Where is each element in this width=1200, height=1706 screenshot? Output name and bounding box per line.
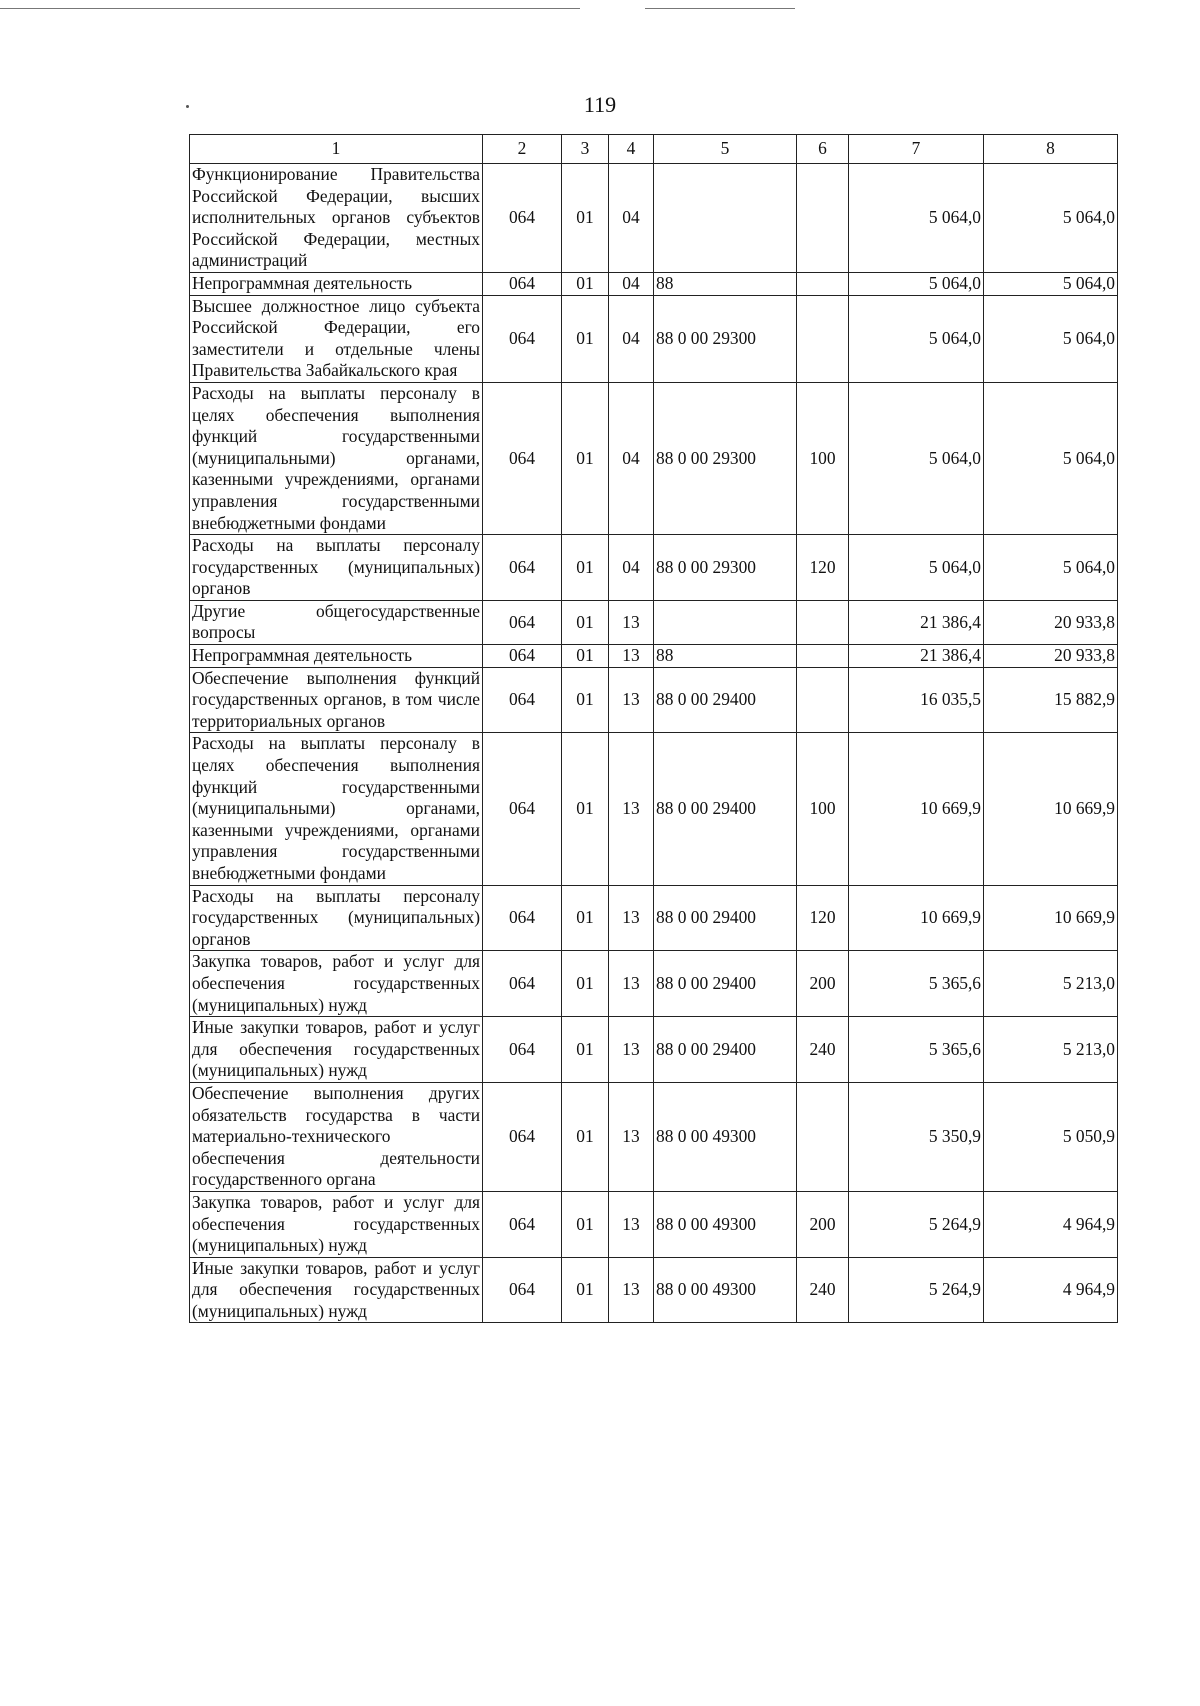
cell-amount-1: 5 064,0 xyxy=(849,272,984,295)
table-row xyxy=(190,885,1118,951)
cell-tselevaya-statya: 88 0 00 29300 xyxy=(654,382,797,534)
cell-amount-1: 5 365,6 xyxy=(849,951,984,1017)
cell-amount-2: 20 933,8 xyxy=(984,645,1118,668)
cell-name: Расходы на выплаты персоналу в целях обеспечения выполнения функций государственными (муниципальными) органами, казенными учреждениями, органами управления государственными внебюджетными фондами xyxy=(190,382,483,534)
cell-tselevaya-statya: 88 0 00 29400 xyxy=(654,733,797,885)
column-header-5: 5 xyxy=(654,135,797,164)
cell-vid-raskhodov: 200 xyxy=(797,951,849,1017)
cell-amount-2: 4 964,9 xyxy=(984,1257,1118,1323)
cell-tselevaya-statya: 88 xyxy=(654,272,797,295)
column-header-8: 8 xyxy=(984,135,1118,164)
cell-razdel: 01 xyxy=(562,1017,609,1083)
cell-podrazdel: 04 xyxy=(609,535,654,601)
cell-vedomstvo: 064 xyxy=(483,1257,562,1323)
cell-podrazdel: 13 xyxy=(609,1082,654,1191)
table-row xyxy=(190,667,1118,733)
page-number: 119 xyxy=(583,92,617,117)
cell-vedomstvo: 064 xyxy=(483,535,562,601)
cell-vedomstvo: 064 xyxy=(483,733,562,885)
cell-vid-raskhodov xyxy=(797,600,849,644)
cell-podrazdel: 13 xyxy=(609,1191,654,1257)
cell-vid-raskhodov: 120 xyxy=(797,535,849,601)
cell-vedomstvo: 064 xyxy=(483,272,562,295)
cell-name: Непрограммная деятельность xyxy=(190,272,483,295)
table-row xyxy=(190,295,1118,382)
cell-amount-1: 5 064,0 xyxy=(849,295,984,382)
column-header-7: 7 xyxy=(849,135,984,164)
cell-vedomstvo: 064 xyxy=(483,885,562,951)
cell-vedomstvo: 064 xyxy=(483,164,562,273)
table-row xyxy=(190,164,1118,273)
cell-amount-1: 5 064,0 xyxy=(849,164,984,273)
cell-amount-1: 5 064,0 xyxy=(849,382,984,534)
table-row xyxy=(190,535,1118,601)
cell-tselevaya-statya: 88 xyxy=(654,645,797,668)
cell-razdel: 01 xyxy=(562,1082,609,1191)
cell-amount-1: 5 264,9 xyxy=(849,1257,984,1323)
cell-amount-1: 21 386,4 xyxy=(849,600,984,644)
cell-razdel: 01 xyxy=(562,885,609,951)
cell-tselevaya-statya: 88 0 00 49300 xyxy=(654,1257,797,1323)
table-row xyxy=(190,1257,1118,1323)
cell-vid-raskhodov: 100 xyxy=(797,733,849,885)
cell-podrazdel: 13 xyxy=(609,1257,654,1323)
cell-vid-raskhodov xyxy=(797,645,849,668)
cell-vedomstvo: 064 xyxy=(483,645,562,668)
cell-amount-2: 5 064,0 xyxy=(984,164,1118,273)
cell-name: Расходы на выплаты персоналу в целях обеспечения выполнения функций государственными (муниципальными) органами, казенными учреждениями, органами управления государственными внебюджетными фондами xyxy=(190,733,483,885)
cell-tselevaya-statya: 88 0 00 29300 xyxy=(654,295,797,382)
cell-tselevaya-statya xyxy=(654,164,797,273)
cell-podrazdel: 04 xyxy=(609,295,654,382)
budget-table xyxy=(189,134,1118,1323)
cell-razdel: 01 xyxy=(562,272,609,295)
cell-podrazdel: 13 xyxy=(609,1017,654,1083)
cell-vid-raskhodov xyxy=(797,272,849,295)
column-header-3: 3 xyxy=(562,135,609,164)
cell-podrazdel: 13 xyxy=(609,600,654,644)
cell-amount-2: 10 669,9 xyxy=(984,885,1118,951)
cell-tselevaya-statya: 88 0 00 49300 xyxy=(654,1191,797,1257)
table-body xyxy=(190,164,1118,1323)
cell-amount-1: 5 365,6 xyxy=(849,1017,984,1083)
cell-name: Высшее должностное лицо субъекта Российской Федерации, его заместители и отдельные члены Правительства Забайкальского края xyxy=(190,295,483,382)
cell-vedomstvo: 064 xyxy=(483,951,562,1017)
cell-razdel: 01 xyxy=(562,382,609,534)
cell-tselevaya-statya xyxy=(654,600,797,644)
header-row xyxy=(190,135,1118,164)
cell-razdel: 01 xyxy=(562,951,609,1017)
cell-podrazdel: 13 xyxy=(609,733,654,885)
cell-name: Закупка товаров, работ и услуг для обеспечения государственных (муниципальных) нужд xyxy=(190,1191,483,1257)
cell-vid-raskhodov xyxy=(797,667,849,733)
scan-edge-line xyxy=(0,8,580,9)
scan-edge-line xyxy=(645,8,795,9)
cell-name: Обеспечение выполнения других обязательств государства в части материально-технического обеспечения деятельности государственного органа xyxy=(190,1082,483,1191)
cell-podrazdel: 04 xyxy=(609,272,654,295)
cell-amount-2: 5 064,0 xyxy=(984,535,1118,601)
cell-vid-raskhodov xyxy=(797,1082,849,1191)
table-row xyxy=(190,272,1118,295)
cell-vedomstvo: 064 xyxy=(483,382,562,534)
cell-amount-2: 5 064,0 xyxy=(984,272,1118,295)
cell-vedomstvo: 064 xyxy=(483,1082,562,1191)
cell-razdel: 01 xyxy=(562,1191,609,1257)
cell-name: Расходы на выплаты персоналу государственных (муниципальных) органов xyxy=(190,535,483,601)
table-row xyxy=(190,600,1118,644)
cell-amount-1: 10 669,9 xyxy=(849,885,984,951)
cell-razdel: 01 xyxy=(562,645,609,668)
cell-vid-raskhodov xyxy=(797,164,849,273)
cell-razdel: 01 xyxy=(562,600,609,644)
table-row xyxy=(190,1017,1118,1083)
cell-vid-raskhodov: 240 xyxy=(797,1257,849,1323)
column-header-2: 2 xyxy=(483,135,562,164)
cell-tselevaya-statya: 88 0 00 29400 xyxy=(654,951,797,1017)
cell-amount-2: 20 933,8 xyxy=(984,600,1118,644)
cell-amount-2: 4 964,9 xyxy=(984,1191,1118,1257)
cell-vedomstvo: 064 xyxy=(483,600,562,644)
cell-vid-raskhodov: 240 xyxy=(797,1017,849,1083)
cell-vid-raskhodov xyxy=(797,295,849,382)
cell-amount-2: 15 882,9 xyxy=(984,667,1118,733)
cell-vid-raskhodov: 100 xyxy=(797,382,849,534)
table-row xyxy=(190,1191,1118,1257)
cell-amount-2: 5 213,0 xyxy=(984,1017,1118,1083)
cell-amount-1: 5 264,9 xyxy=(849,1191,984,1257)
cell-amount-2: 5 064,0 xyxy=(984,295,1118,382)
cell-podrazdel: 04 xyxy=(609,164,654,273)
cell-razdel: 01 xyxy=(562,164,609,273)
column-header-6: 6 xyxy=(797,135,849,164)
cell-podrazdel: 13 xyxy=(609,951,654,1017)
cell-amount-1: 16 035,5 xyxy=(849,667,984,733)
cell-name: Иные закупки товаров, работ и услуг для обеспечения государственных (муниципальных) нужд xyxy=(190,1017,483,1083)
cell-amount-2: 10 669,9 xyxy=(984,733,1118,885)
table-row xyxy=(190,645,1118,668)
cell-name: Другие общегосударственные вопросы xyxy=(190,600,483,644)
cell-name: Закупка товаров, работ и услуг для обеспечения государственных (муниципальных) нужд xyxy=(190,951,483,1017)
cell-podrazdel: 04 xyxy=(609,382,654,534)
cell-name: Расходы на выплаты персоналу государственных (муниципальных) органов xyxy=(190,885,483,951)
cell-razdel: 01 xyxy=(562,667,609,733)
cell-razdel: 01 xyxy=(562,535,609,601)
cell-amount-1: 5 350,9 xyxy=(849,1082,984,1191)
cell-tselevaya-statya: 88 0 00 29400 xyxy=(654,667,797,733)
cell-vid-raskhodov: 200 xyxy=(797,1191,849,1257)
cell-tselevaya-statya: 88 0 00 29400 xyxy=(654,1017,797,1083)
table-row xyxy=(190,382,1118,534)
cell-razdel: 01 xyxy=(562,295,609,382)
cell-podrazdel: 13 xyxy=(609,667,654,733)
cell-name: Иные закупки товаров, работ и услуг для обеспечения государственных (муниципальных) нужд xyxy=(190,1257,483,1323)
cell-amount-2: 5 050,9 xyxy=(984,1082,1118,1191)
cell-tselevaya-statya: 88 0 00 29300 xyxy=(654,535,797,601)
cell-vedomstvo: 064 xyxy=(483,295,562,382)
cell-amount-2: 5 213,0 xyxy=(984,951,1118,1017)
cell-name: Обеспечение выполнения функций государственных органов, в том числе территориальных органов xyxy=(190,667,483,733)
cell-tselevaya-statya: 88 0 00 29400 xyxy=(654,885,797,951)
cell-tselevaya-statya: 88 0 00 49300 xyxy=(654,1082,797,1191)
cell-razdel: 01 xyxy=(562,1257,609,1323)
cell-amount-2: 5 064,0 xyxy=(984,382,1118,534)
cell-vedomstvo: 064 xyxy=(483,667,562,733)
cell-name: Непрограммная деятельность xyxy=(190,645,483,668)
cell-razdel: 01 xyxy=(562,733,609,885)
cell-podrazdel: 13 xyxy=(609,885,654,951)
cell-name: Функционирование Правительства Российской Федерации, высших исполнительных органов субъектов Российской Федерации, местных администраций xyxy=(190,164,483,273)
cell-amount-1: 10 669,9 xyxy=(849,733,984,885)
column-header-4: 4 xyxy=(609,135,654,164)
cell-amount-1: 21 386,4 xyxy=(849,645,984,668)
table-row xyxy=(190,733,1118,885)
cell-vid-raskhodov: 120 xyxy=(797,885,849,951)
column-header-1: 1 xyxy=(190,135,483,164)
cell-podrazdel: 13 xyxy=(609,645,654,668)
table-row xyxy=(190,951,1118,1017)
table-row xyxy=(190,1082,1118,1191)
cell-amount-1: 5 064,0 xyxy=(849,535,984,601)
cell-vedomstvo: 064 xyxy=(483,1191,562,1257)
cell-vedomstvo: 064 xyxy=(483,1017,562,1083)
